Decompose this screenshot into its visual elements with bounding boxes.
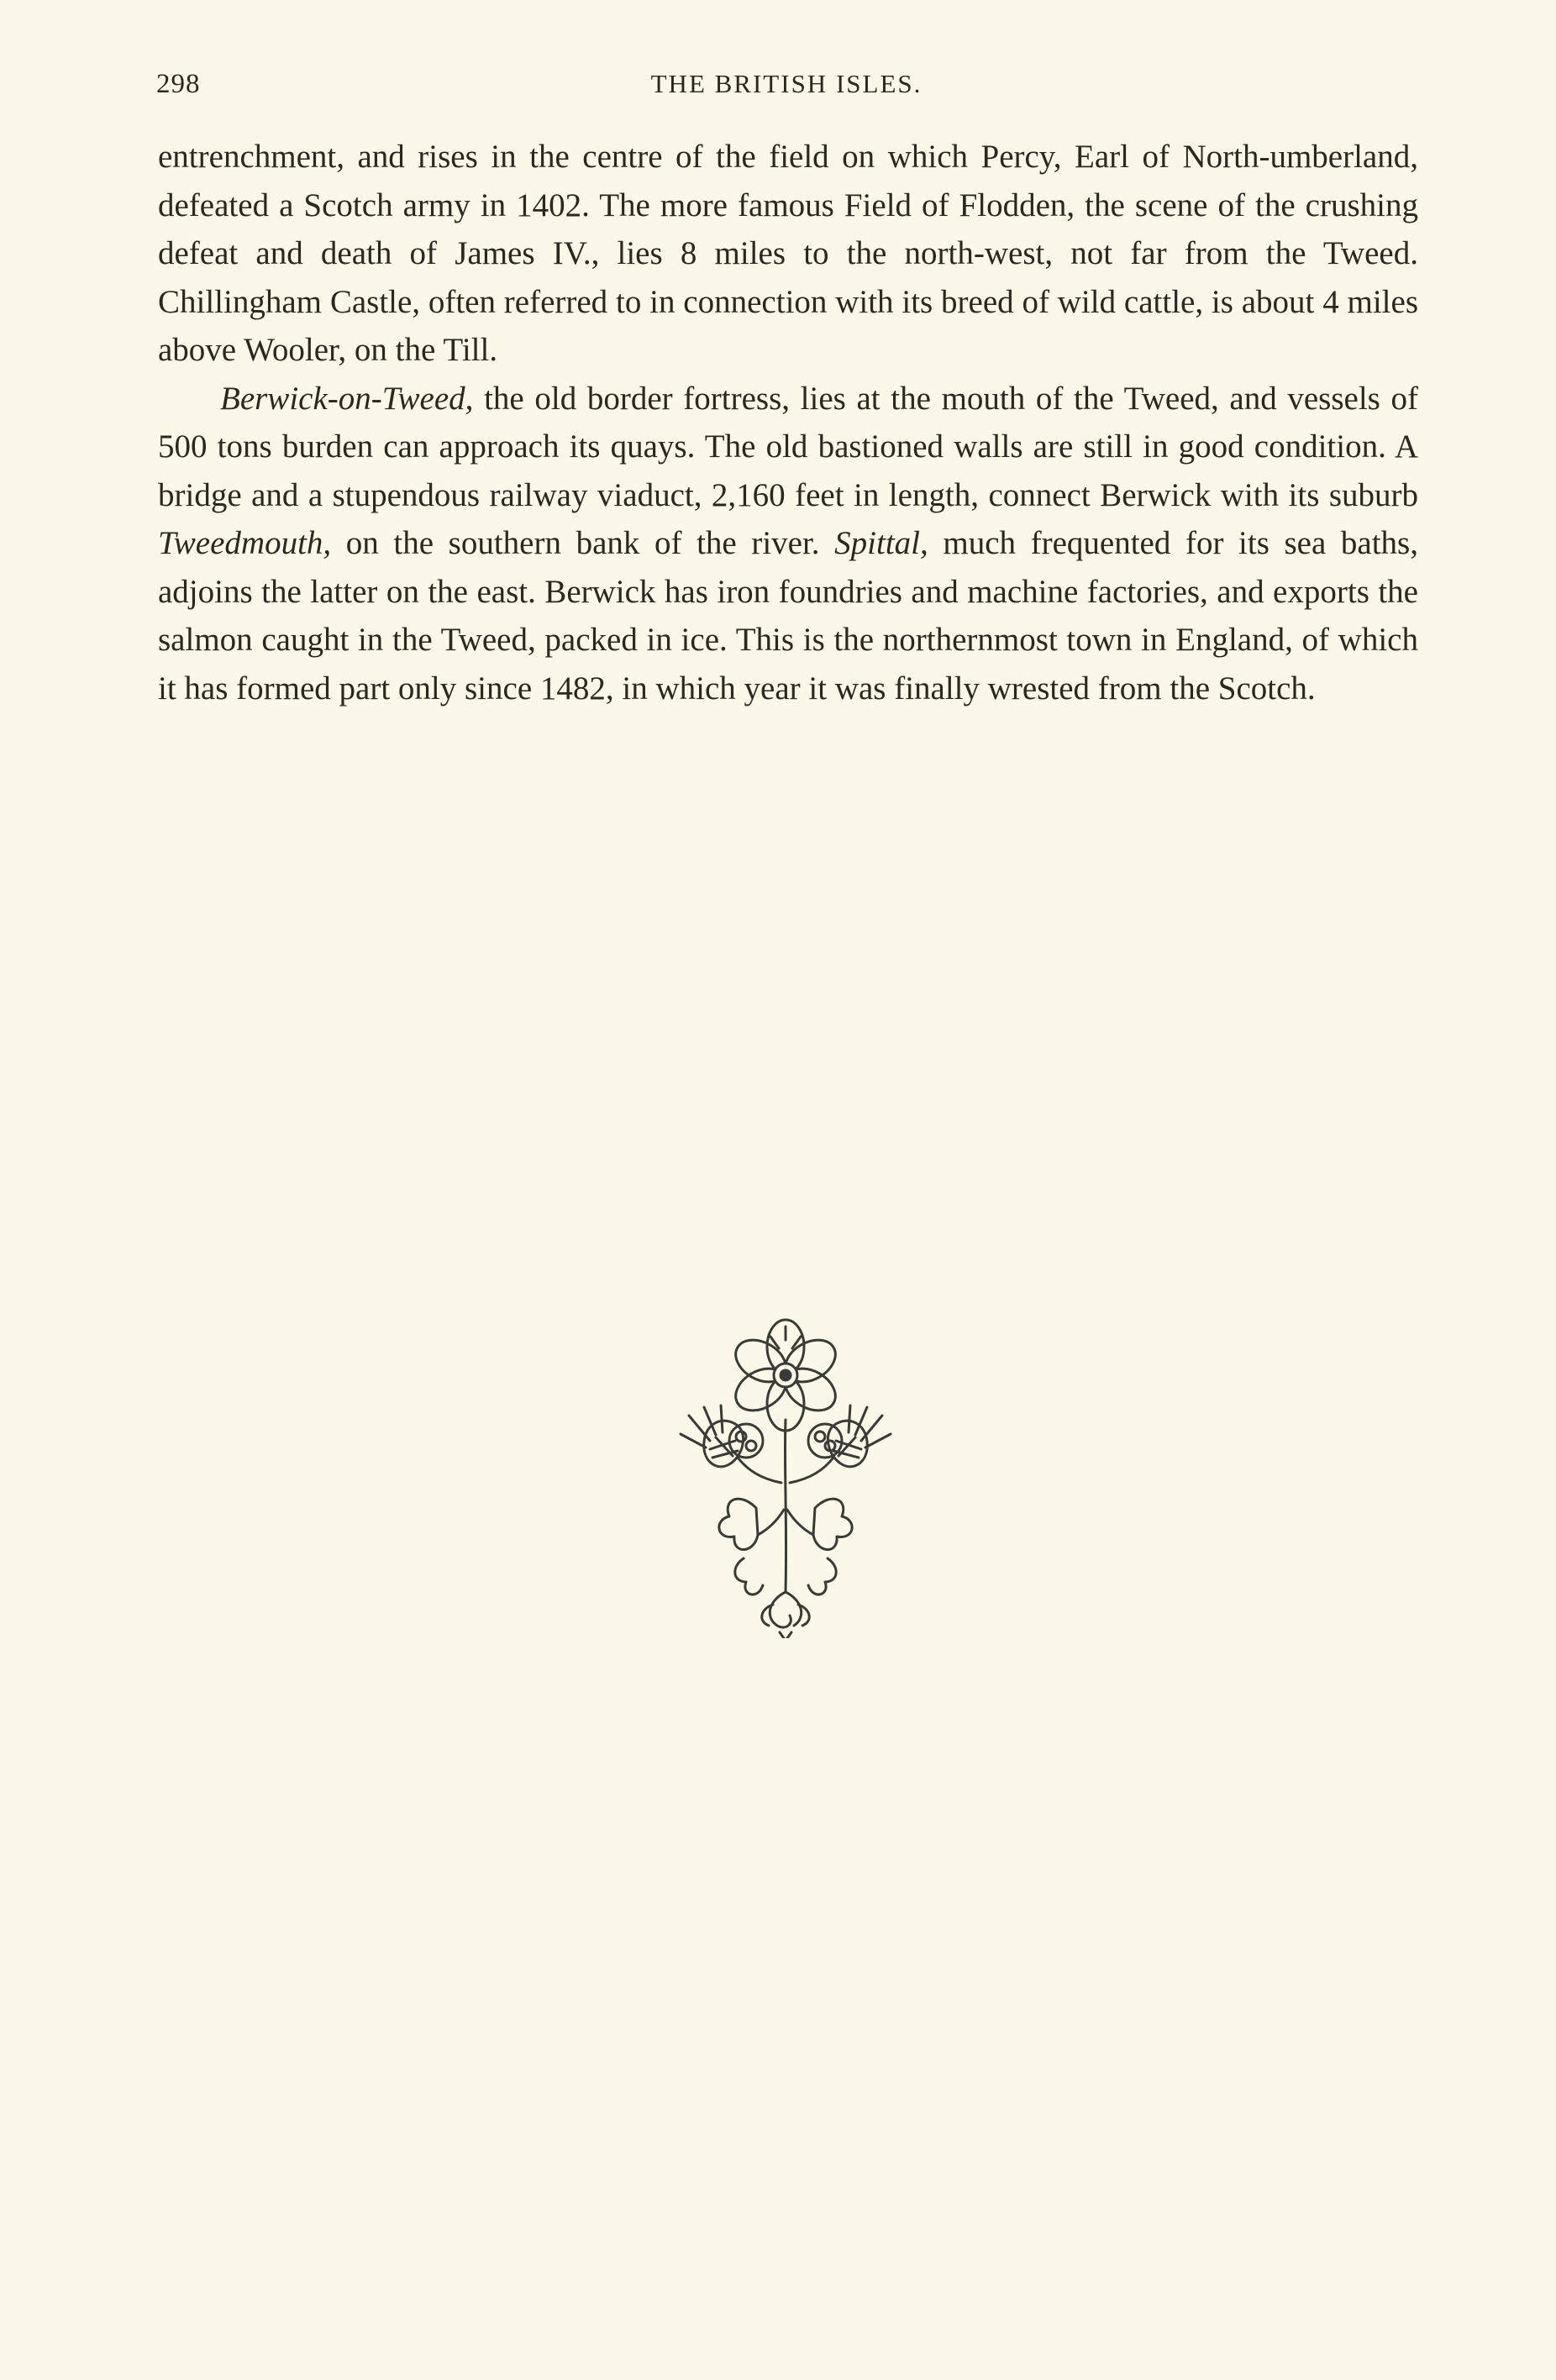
place-name-tweedmouth: Tweedmouth, (158, 525, 332, 561)
paragraph-berwick (158, 375, 1418, 713)
paragraph-text: the old border fortress, lies at the mouth of the Tweed, and vessels of 500 tons burden can approach its quays. The old bastioned walls are still in good condition. A bridge and a stupendous railway viaduct, 2,160 feet in length, connect Berwick with its suburb (158, 380, 1418, 513)
running-title: THE BRITISH ISLES. (650, 69, 923, 98)
rose-icon (728, 1320, 843, 1431)
paragraph-flodden (158, 133, 1418, 375)
place-name-spittal: Spittal, (834, 525, 928, 561)
paragraph-text: entrenchment, and rises in the centre of the field on which Percy, Earl of North-umberland, defeated a Scotch army in 1402. The more famous Field of Flodden, the scene of the crushing defeat and death of James IV., lies 8 miles to the north-west, not far from the Tweed. Chillingham Castle, often referred to in connection with its breed of wild cattle, is about 4 miles above Wooler, on the Till. (158, 139, 1418, 368)
place-name-berwick: Berwick-on-Tweed, (220, 380, 474, 417)
running-head (156, 69, 1417, 111)
body-text (158, 133, 1418, 712)
thistle-left-icon (681, 1405, 781, 1483)
page-number: 298 (156, 69, 201, 99)
paragraph-text: much frequented for its sea baths, adjoins the latter on the east. Berwick has iron foundries and machine factories, and exports the salmon caught in the Tweed, packed in ice. This is the northernmost town in England, of which it has formed part only since 1482, in which year it was finally wrested from the Scotch. (158, 525, 1418, 707)
thistle-right-icon (790, 1405, 891, 1483)
paragraph-text: on the southern bank of the river. (331, 525, 835, 561)
rose-thistle-shamrock-emblem-icon (664, 1315, 907, 1638)
